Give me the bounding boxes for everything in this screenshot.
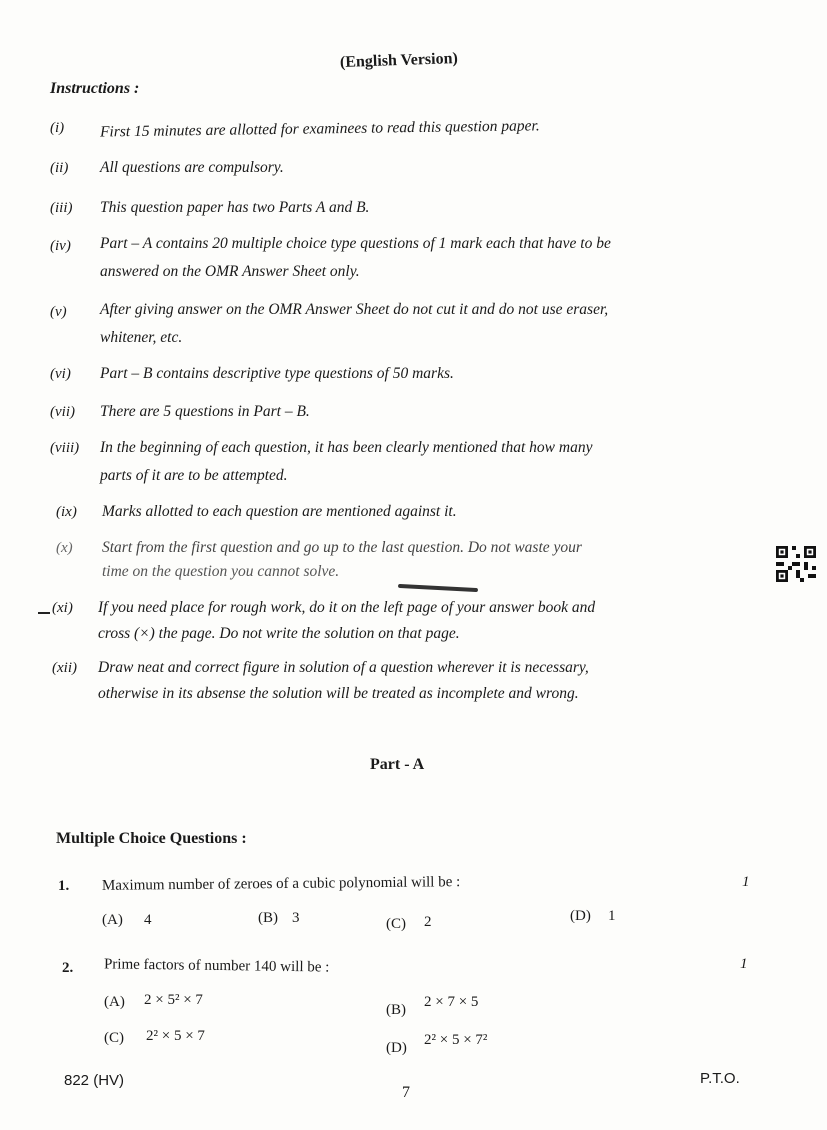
option-label: (D) xyxy=(386,1040,407,1056)
instruction-text-cont: otherwise in its absense the solution will be treated as incomplete and wrong. xyxy=(98,685,579,702)
question-number: 2. xyxy=(62,960,74,976)
instruction-number: (ix) xyxy=(56,504,77,520)
option-value: 2 × 5² × 7 xyxy=(144,992,203,1008)
pto-label: P.T.O. xyxy=(700,1070,740,1087)
instruction-text: Draw neat and correct figure in solution of a question wherever it is necessary, xyxy=(98,659,589,676)
option-label: (A) xyxy=(102,912,123,928)
instruction-number: (viii) xyxy=(50,440,80,456)
instruction-text: If you need place for rough work, do it on the left page of your answer book and xyxy=(98,599,596,616)
instruction-text-cont: answered on the OMR Answer Sheet only. xyxy=(100,263,360,280)
question-text: Prime factors of number 140 will be : xyxy=(103,956,330,976)
version-heading: (English Version) xyxy=(339,49,459,72)
instruction-text: Marks allotted to each question are mentioned against it. xyxy=(102,503,457,520)
instruction-text-cont: cross (×) the page. Do not write the solution on that page. xyxy=(98,625,460,642)
instructions-title: Instructions : xyxy=(50,80,140,97)
instruction-number: (iii) xyxy=(50,200,73,216)
option-value: 4 xyxy=(144,912,152,928)
paper-code: 822 (HV) xyxy=(64,1072,125,1089)
instruction-number: (vii) xyxy=(50,404,75,420)
instruction-number: (vi) xyxy=(50,366,71,382)
question-text: Maximum number of zeroes of a cubic polynomial will be : xyxy=(101,874,461,894)
instruction-text: Part – B contains descriptive type questions of 50 marks. xyxy=(100,365,454,382)
instruction-number: (iv) xyxy=(50,238,71,254)
qr-code-icon xyxy=(776,546,816,582)
instruction-number: (v) xyxy=(50,304,67,320)
instruction-number: (x) xyxy=(56,540,73,556)
option-value: 2² × 5 × 7 xyxy=(146,1028,205,1044)
instruction-number: (ii) xyxy=(50,160,69,176)
option-value: 3 xyxy=(292,910,300,926)
option-label: (B) xyxy=(386,1002,406,1018)
mcq-heading: Multiple Choice Questions : xyxy=(56,830,247,847)
option-label: (A) xyxy=(104,994,125,1010)
instruction-text: Start from the first question and go up to the last question. Do not waste your xyxy=(102,539,582,556)
instruction-text: This question paper has two Parts A and B. xyxy=(100,199,370,216)
option-value: 2 × 7 × 5 xyxy=(424,994,479,1010)
option-label: (B) xyxy=(258,910,278,926)
option-label: (D) xyxy=(570,908,591,924)
instruction-text-cont: time on the question you cannot solve. xyxy=(102,563,340,580)
option-value: 1 xyxy=(608,908,616,924)
option-value: 2 xyxy=(424,914,432,930)
option-label: (C) xyxy=(104,1030,124,1046)
part-a-heading: Part - A xyxy=(370,756,425,773)
page-number: 7 xyxy=(402,1084,410,1101)
instruction-text: First 15 minutes are allotted for examinees to read this question paper. xyxy=(99,117,540,141)
option-label: (C) xyxy=(386,916,406,932)
instruction-number: (xii) xyxy=(52,660,77,676)
question-marks: 1 xyxy=(740,956,748,972)
instruction-text: Part – A contains 20 multiple choice type questions of 1 mark each that have to be xyxy=(100,235,611,252)
instruction-text: After giving answer on the OMR Answer Sheet do not cut it and do not use eraser, xyxy=(100,301,609,318)
instruction-text: In the beginning of each question, it has been clearly mentioned that how many xyxy=(100,439,593,456)
instruction-number: (i) xyxy=(50,120,65,136)
pen-mark xyxy=(38,612,50,614)
question-marks: 1 xyxy=(742,874,750,890)
instruction-text-cont: whitener, etc. xyxy=(100,329,183,346)
instruction-text-cont: parts of it are to be attempted. xyxy=(100,467,288,484)
instruction-number: (xi) xyxy=(52,600,73,616)
instruction-text: There are 5 questions in Part – B. xyxy=(100,403,310,420)
question-number: 1. xyxy=(58,878,70,894)
option-value: 2² × 5 × 7² xyxy=(424,1032,488,1048)
instruction-text: All questions are compulsory. xyxy=(100,159,284,176)
